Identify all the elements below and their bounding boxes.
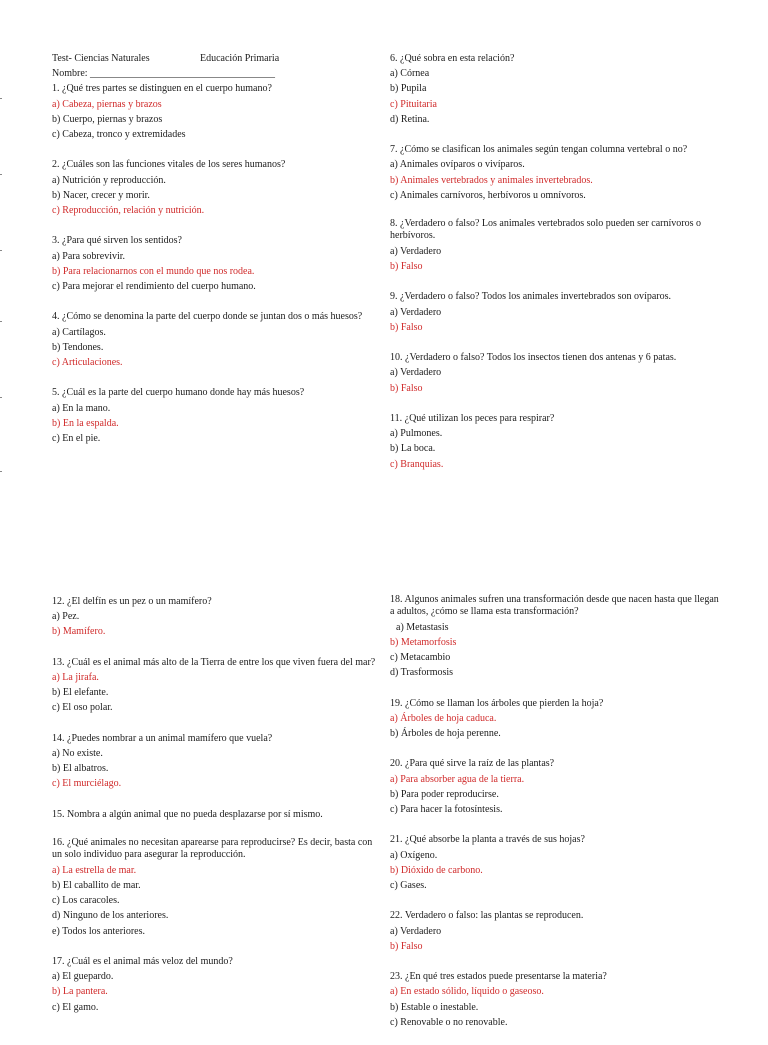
- column-4: [390, 594, 720, 1045]
- answer-option-correct[interactable]: b) Dióxido de carbono.: [390, 864, 483, 876]
- answer-option[interactable]: a) Verdadero: [390, 245, 442, 257]
- answer-option-correct[interactable]: b) Falso: [390, 261, 423, 272]
- answer-option-correct[interactable]: a) Árboles de hoja caduca.: [390, 712, 497, 724]
- answer-option[interactable]: b) Para poder reproducirse.: [390, 788, 499, 800]
- answer-option[interactable]: a) Córnea: [390, 68, 430, 80]
- answer-option[interactable]: a) Verdadero: [390, 306, 442, 318]
- answer-option[interactable]: a) Pulmones.: [390, 428, 443, 440]
- question-text: 16. ¿Qué animales no necesitan aparearse para reproducirse? Es decir, basta con un solo individuo para asegurar la reproducción.: [52, 837, 373, 861]
- answer-option[interactable]: b) Nacer, crecer y morir.: [52, 189, 150, 201]
- answer-option[interactable]: b) El albatros.: [52, 763, 109, 775]
- margin-mark: [0, 250, 2, 251]
- answer-option-correct[interactable]: b) En la espalda.: [52, 417, 119, 429]
- question-block: [52, 309, 382, 370]
- answer-option[interactable]: a) En la mano.: [52, 402, 111, 414]
- answer-option[interactable]: d) Ninguno de los anteriores.: [52, 910, 169, 922]
- margin-mark: [0, 471, 2, 472]
- question-text: 6. ¿Qué sobra en esta relación?: [390, 53, 515, 64]
- answer-option-correct[interactable]: c) El murciélago.: [52, 778, 122, 790]
- answer-option-correct[interactable]: a) La estrella de mar.: [52, 864, 137, 876]
- question-text: 2. ¿Cuáles son las funciones vitales de los seres humanos?: [52, 159, 286, 171]
- column-1: [52, 51, 382, 461]
- question-block: [390, 289, 720, 335]
- answer-option[interactable]: b) Tendones.: [52, 341, 104, 353]
- question-text: 21. ¿Qué absorbe la planta a través de sus hojas?: [390, 834, 585, 846]
- question-text: 17. ¿Cuál es el animal más veloz del mundo?: [52, 955, 233, 967]
- answer-option-correct[interactable]: c) Pituitaria: [390, 98, 437, 110]
- answer-option-correct[interactable]: c) Articulaciones.: [52, 357, 123, 369]
- column-2: [390, 51, 720, 487]
- answer-option[interactable]: a) Para sobrevivir.: [52, 250, 126, 262]
- answer-option[interactable]: a) Verdadero: [390, 925, 442, 937]
- question-block: [390, 696, 720, 742]
- question-text: 22. Verdadero o falso: las plantas se reproducen.: [390, 910, 584, 922]
- answer-option-correct[interactable]: b) Falso: [390, 382, 423, 394]
- question-text: 18. Algunos animales sufren una transformación desde que nacen hasta que llegan a adultos, ¿cómo se llama esta transformación?: [390, 594, 719, 617]
- answer-option[interactable]: a) Nutrición y reproducción.: [52, 174, 166, 186]
- answer-option[interactable]: c) El gamo.: [52, 1001, 99, 1013]
- answer-option[interactable]: a) Oxígeno.: [390, 849, 438, 861]
- question-text: 9. ¿Verdadero o falso? Todos los animales invertebrados son ovíparos.: [390, 291, 671, 303]
- answer-option-correct[interactable]: a) En estado sólido, líquido o gaseoso.: [390, 986, 544, 998]
- question-text: 5. ¿Cuál es la parte del cuerpo humano donde hay más huesos?: [52, 387, 305, 399]
- answer-option[interactable]: b) El caballito de mar.: [52, 879, 141, 891]
- answer-option-correct[interactable]: b) Falso: [390, 940, 423, 952]
- answer-option-correct[interactable]: b) Falso: [390, 321, 423, 333]
- answer-option[interactable]: b) La boca.: [390, 443, 436, 455]
- answer-option[interactable]: d) Retina.: [390, 113, 430, 125]
- answer-option[interactable]: c) Cabeza, tronco y extremidades: [52, 129, 186, 141]
- answer-option[interactable]: b) Cuerpo, piernas y brazos: [52, 113, 163, 125]
- question-text: 4. ¿Cómo se denomina la parte del cuerpo donde se juntan dos o más huesos?: [52, 311, 363, 323]
- answer-option[interactable]: a) Animales ovíparos o vivíparos.: [390, 159, 525, 171]
- question-block: [52, 81, 382, 142]
- answer-option[interactable]: c) El oso polar.: [52, 702, 113, 714]
- question-text: 11. ¿Qué utilizan los peces para respirar?: [390, 412, 555, 424]
- answer-option[interactable]: a) Cartílagos.: [52, 326, 106, 338]
- answer-option[interactable]: b) Pupila: [390, 83, 427, 95]
- answer-option[interactable]: a) El guepardo.: [52, 971, 114, 983]
- question-block: [52, 954, 382, 1015]
- question-block: [390, 969, 720, 1030]
- question-text: 23. ¿En qué tres estados puede presentarse la materia?: [390, 971, 607, 983]
- answer-option-correct[interactable]: b) Para relacionarnos con el mundo que nos rodea.: [52, 265, 255, 277]
- answer-option-correct[interactable]: b) Mamífero.: [52, 626, 106, 638]
- answer-option[interactable]: c) Metacambio: [390, 652, 451, 663]
- answer-option[interactable]: d) Trasformosis: [390, 667, 454, 679]
- question-text: 12. ¿El delfín es un pez o un mamífero?: [52, 596, 212, 607]
- answer-option[interactable]: c) Animales carnívoros, herbívoros u omnívoros.: [390, 189, 586, 201]
- question-block: [52, 807, 382, 822]
- question-block: [52, 655, 382, 716]
- answer-option-correct[interactable]: b) La pantera.: [52, 986, 108, 998]
- answer-option-correct[interactable]: a) Cabeza, piernas y brazos: [52, 98, 162, 110]
- question-block: [52, 157, 382, 218]
- question-text: 19. ¿Cómo se llaman los árboles que pierden la hoja?: [390, 697, 604, 709]
- answer-option[interactable]: c) Para mejorar el rendimiento del cuerpo humano.: [52, 281, 256, 293]
- question-block: [52, 731, 382, 792]
- answer-option-correct[interactable]: a) Para absorber agua de la tierra.: [390, 773, 525, 785]
- test-header: [52, 51, 382, 66]
- test-level: Educación Primaria: [200, 53, 280, 64]
- question-text: 1. ¿Qué tres partes se distinguen en el cuerpo humano?: [52, 83, 272, 95]
- answer-option[interactable]: c) Gases.: [390, 880, 427, 891]
- question-block: [52, 594, 382, 640]
- answer-option-correct[interactable]: b) Metamorfosis: [390, 636, 457, 648]
- question-block: [390, 411, 720, 472]
- name-field[interactable]: Nombre: _____________________________________: [52, 68, 276, 80]
- answer-option[interactable]: a) No existe.: [52, 748, 103, 759]
- answer-option[interactable]: c) Para hacer la fotosíntesis.: [390, 804, 503, 815]
- answer-option-correct[interactable]: c) Reproducción, relación y nutrición.: [52, 205, 205, 217]
- column-3: [52, 594, 382, 1030]
- answer-option-correct[interactable]: a) La jirafa.: [52, 672, 99, 683]
- answer-option-correct[interactable]: b) Animales vertebrados y animales invertebrados.: [390, 174, 593, 186]
- question-block: [390, 350, 720, 396]
- answer-option[interactable]: c) Los caracoles.: [52, 895, 120, 907]
- margin-mark: [0, 397, 2, 398]
- answer-option[interactable]: c) En el pie.: [52, 433, 101, 445]
- question-text: 10. ¿Verdadero o falso? Todos los insectos tienen dos antenas y 6 patas.: [390, 352, 677, 364]
- question-block: [390, 142, 720, 203]
- question-block: [390, 218, 720, 274]
- question-text: 14. ¿Puedes nombrar a un animal mamífero que vuela?: [52, 732, 273, 744]
- question-block: [390, 756, 720, 817]
- question-text: 20. ¿Para qué sirve la raíz de las plantas?: [390, 758, 555, 770]
- answer-option[interactable]: b) El elefante.: [52, 687, 109, 699]
- test-subject: Test- Ciencias Naturales: [52, 53, 150, 64]
- question-block: [390, 594, 720, 680]
- margin-mark: [0, 174, 2, 175]
- question-text: 3. ¿Para qué sirven los sentidos?: [52, 235, 182, 247]
- question-block: [390, 832, 720, 893]
- margin-mark: [0, 321, 2, 322]
- answer-option-correct[interactable]: c) Branquias.: [390, 458, 444, 470]
- question-block: [52, 233, 382, 294]
- answer-option[interactable]: e) Todos los anteriores.: [52, 925, 145, 937]
- answer-option[interactable]: a) Verdadero: [390, 367, 442, 379]
- answer-option[interactable]: b) Árboles de hoja perenne.: [390, 728, 501, 739]
- question-block: [52, 837, 382, 939]
- answer-option[interactable]: a) Metastasis: [396, 621, 449, 633]
- question-block: [390, 908, 720, 954]
- answer-option[interactable]: a) Pez.: [52, 611, 80, 623]
- question-block: [52, 385, 382, 446]
- answer-option[interactable]: c) Renovable o no renovable.: [390, 1016, 508, 1028]
- question-text: 13. ¿Cuál es el animal más alto de la Tierra de entre los que viven fuera del mar?: [52, 656, 376, 668]
- question-text: 15. Nombra a algún animal que no pueda desplazarse por sí mismo.: [52, 808, 323, 820]
- answer-option[interactable]: b) Estable o inestable.: [390, 1001, 479, 1013]
- question-text: 8. ¿Verdadero o falso? Los animales vertebrados solo pueden ser carnívoros o herbívoros.: [390, 218, 702, 242]
- question-text: 7. ¿Cómo se clasifican los animales según tengan columna vertebral o no?: [390, 144, 688, 156]
- question-block: [390, 51, 720, 127]
- margin-mark: [0, 98, 2, 99]
